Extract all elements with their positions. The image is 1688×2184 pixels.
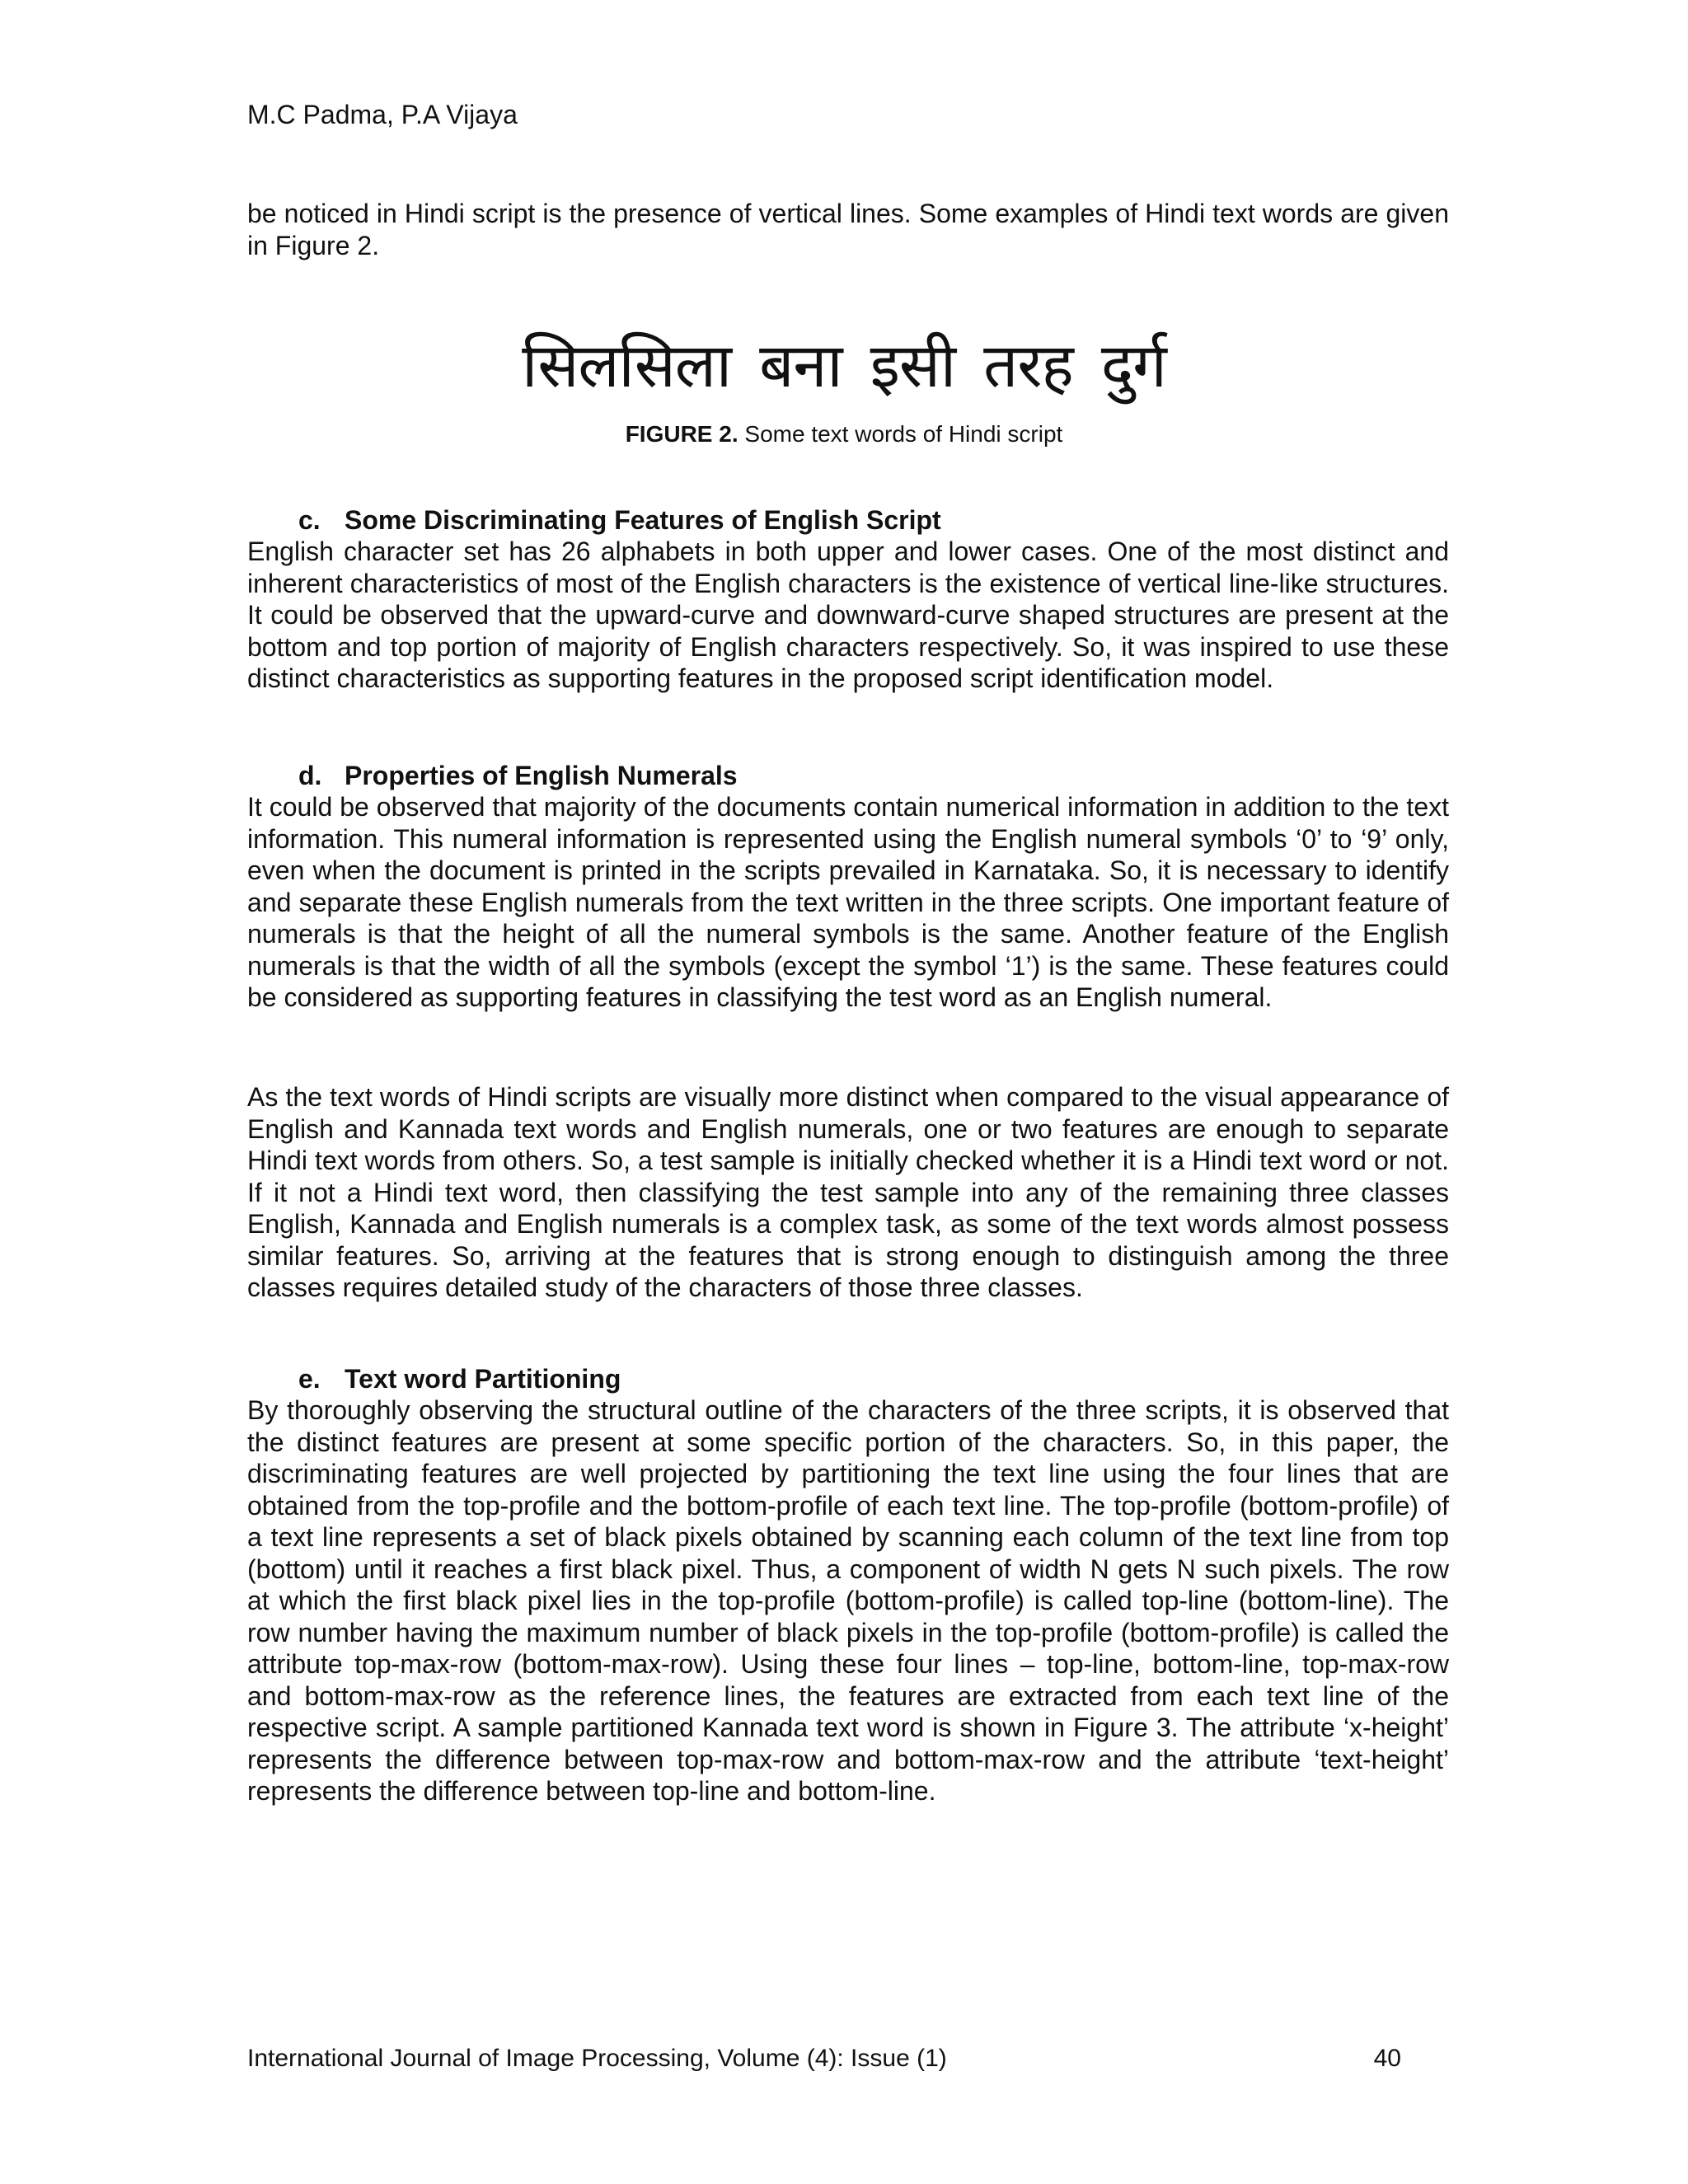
- hindi-word: सिलसिला: [522, 330, 732, 401]
- figure-2-caption-text: Some text words of Hindi script: [738, 421, 1063, 447]
- footer-page-number: 40: [1373, 2045, 1401, 2072]
- section-number: c.: [298, 505, 321, 535]
- hindi-word: तरह: [983, 330, 1073, 401]
- section-number: d.: [298, 761, 322, 790]
- section-heading-c: [298, 504, 941, 536]
- section-title: Properties of English Numerals: [345, 761, 738, 790]
- figure-2: [0, 323, 1688, 448]
- paragraph-text: By thoroughly observing the structural outline of the characters of the three scripts, it is observed that the distinct features are present at some specific portion of the characters. So, in this paper, the discriminating features are well projected by partitioning the text line using the four lines that are obtained from the top-profile and the bottom-profile of each text line. The top-profile (bottom-profile) of a text line represents a set of black pixels obtained by scanning each column of the text line from top (bottom) until it reaches a first black pixel. Thus, a component of width N gets N such pixels. The row at which the first black pixel lies in the top-profile (bottom-profile) is called top-line (bottom-line). The row number having the maximum number of black pixels in the top-profile (bottom-profile) is called the attribute top-max-row (bottom-max-row). Using these four lines – top-line, bottom-line, top-max-row and bottom-max-row as the reference lines, the features are extracted from each text line of the respective script. A sample partitioned Kannada text word is shown in Figure 3. The attribute ‘x-height’ represents the difference between top-max-row and bottom-max-row and the attribute ‘text-height’ represents the difference between top-line and bottom-line.: [247, 1395, 1449, 1806]
- section-heading-d: [298, 760, 738, 791]
- section-c-paragraph: [247, 536, 1449, 695]
- hindi-classification-paragraph: [247, 1081, 1449, 1304]
- footer-journal: International Journal of Image Processing, Volume (4): Issue (1): [247, 2045, 947, 2072]
- section-d-paragraph: [247, 791, 1449, 1014]
- hindi-word: बना: [759, 330, 842, 401]
- hindi-word: इसी: [870, 330, 956, 401]
- hindi-words-image: [0, 323, 1688, 409]
- paragraph-text: As the text words of Hindi scripts are visually more distinct when compared to the visual appearance of English and Kannada text words and English numerals, one or two features are enough to separate Hindi text words from others. So, a test sample is initially checked whether it is a Hindi text word or not. If it not a Hindi text word, then classifying the test sample into any of the remaining three classes English, Kannada and English numerals is a complex task, as some of the text words almost possess similar features. So, arriving at the features that is strong enough to distinguish among the three classes requires detailed study of the characters of those three classes.: [247, 1082, 1449, 1302]
- paragraph-text: It could be observed that majority of the documents contain numerical information in addition to the text information. This numeral information is represented using the English numeral symbols ‘0’ to ‘9’ only, even when the document is printed in the scripts prevailed in Karnataka. So, it is necessary to identify and separate these English numerals from the text written in the three scripts. One important feature of numerals is that the height of all the numeral symbols is the same. Another feature of the English numerals is that the width of all the symbols (except the symbol ‘1’) is the same. These features could be considered as supporting features in classifying the test word as an English numeral.: [247, 792, 1449, 1012]
- figure-2-label: FIGURE 2.: [625, 421, 738, 447]
- section-title: Some Discriminating Features of English Script: [345, 505, 941, 535]
- section-title: Text word Partitioning: [345, 1364, 621, 1394]
- section-number: e.: [298, 1364, 321, 1394]
- running-head-authors: M.C Padma, P.A Vijaya: [247, 100, 518, 129]
- figure-2-caption: [0, 420, 1688, 448]
- section-heading-e: [298, 1363, 621, 1394]
- section-e-paragraph: [247, 1394, 1449, 1807]
- hindi-word: दुर्ग: [1100, 330, 1166, 401]
- paragraph-text: English character set has 26 alphabets in both upper and lower cases. One of the most distinct and inherent characteristics of most of the English characters is the existence of vertical line-like structures. It could be observed that the upward-curve and downward-curve shaped structures are present at the bottom and top portion of majority of English characters respectively. So, it was inspired to use these distinct characteristics as supporting features in the proposed script identification model.: [247, 537, 1449, 693]
- intro-paragraph: [247, 198, 1449, 261]
- intro-text: be noticed in Hindi script is the presence of vertical lines. Some examples of Hindi text words are given in Figure 2.: [247, 199, 1449, 260]
